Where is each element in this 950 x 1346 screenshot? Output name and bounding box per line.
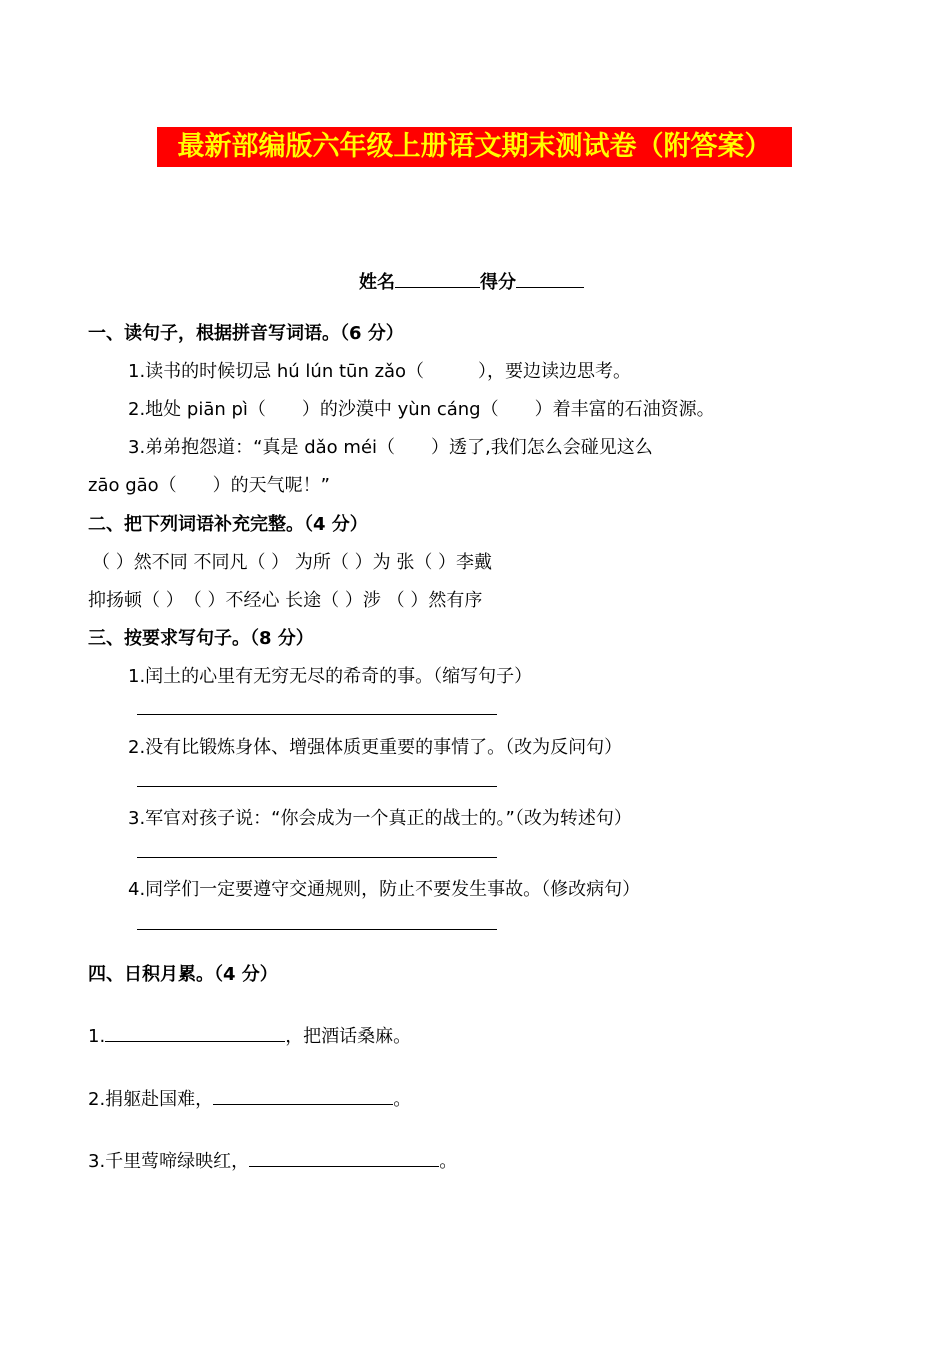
s4-blank-3[interactable] xyxy=(249,1148,439,1167)
s3-question-1: 1.闰土的心里有无穷无尽的希奇的事。（缩写句子） xyxy=(128,666,533,687)
s3-answer-line-1[interactable] xyxy=(137,714,497,715)
score-label: 得分 xyxy=(480,272,516,293)
s1-line-4: zāo gāo（ ）的天气呢！” xyxy=(88,475,331,496)
section-3-heading: 三、按要求写句子。（8 分） xyxy=(88,628,314,649)
section-4-heading: 四、日积月累。（4 分） xyxy=(88,964,278,985)
s4-blank-1[interactable] xyxy=(105,1023,285,1042)
s4-item-3: 3.千里莺啼绿映红， 。 xyxy=(88,1147,457,1173)
s1-line-1: 1.读书的时候切忌 hú lún tūn zǎo（ ），要边读边思考。 xyxy=(128,361,632,382)
score-blank[interactable] xyxy=(516,269,584,288)
s1-line-3: 3.弟弟抱怨道：“真是 dǎo méi（ ）透了,我们怎么会碰见这么 xyxy=(128,437,653,458)
name-score-line xyxy=(359,268,584,294)
s1-line-2: 2.地处 piān pì（ ）的沙漠中 yùn cáng（ ）着丰富的石油资源。 xyxy=(128,399,715,420)
s3-question-2: 2.没有比锻炼身体、增强体质更重要的事情了。（改为反问句） xyxy=(128,737,623,758)
s4-blank-2[interactable] xyxy=(213,1086,393,1105)
name-blank[interactable] xyxy=(395,269,480,288)
s3-answer-line-4[interactable] xyxy=(137,929,497,930)
s2-line-2: 抑扬顿（ ） （ ）不经心 长途（ ）涉 （ ）然有序 xyxy=(88,590,483,611)
section-1-heading: 一、读句子，根据拼音写词语。（6 分） xyxy=(88,323,404,344)
s3-question-3: 3.军官对孩子说：“你会成为一个真正的战士的。”（改为转述句） xyxy=(128,808,632,829)
s3-answer-line-2[interactable] xyxy=(137,786,497,787)
page-title: 最新部编版六年级上册语文期末测试卷（附答案） xyxy=(157,127,792,167)
s2-line-1: （ ）然不同 不同凡（ ） 为所（ ）为 张（ ）李戴 xyxy=(92,552,493,573)
section-2-heading: 二、把下列词语补充完整。（4 分） xyxy=(88,514,368,535)
s3-answer-line-3[interactable] xyxy=(137,857,497,858)
s4-item-2: 2.捐躯赴国难， 。 xyxy=(88,1085,411,1111)
s3-question-4: 4.同学们一定要遵守交通规则，防止不要发生事故。（修改病句） xyxy=(128,879,641,900)
s4-item-1: 1. ，把酒话桑麻。 xyxy=(88,1022,411,1048)
name-label: 姓名 xyxy=(359,272,395,293)
